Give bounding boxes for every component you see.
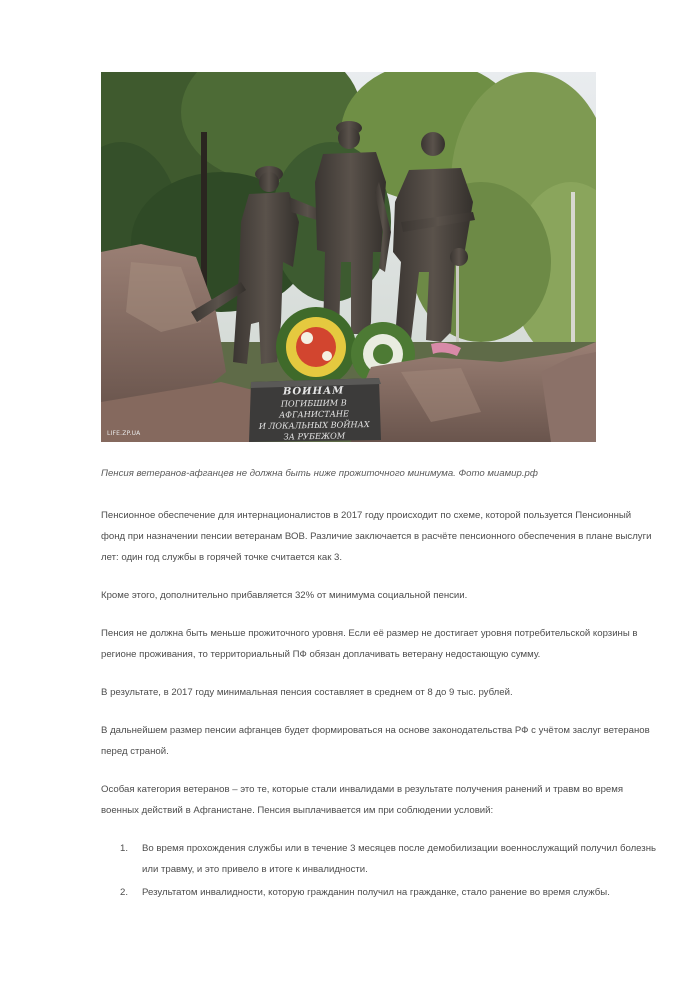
- list-item: [101, 838, 656, 880]
- photo-caption: Пенсия ветеранов-афганцев не должна быть ниже прожиточного минимума. Фото миамир.рф: [101, 468, 538, 479]
- plaque-inscription: [251, 384, 378, 442]
- list-item-text: Результатом инвалидности, которую гражданин получил на гражданке, стало ранение во время службы.: [142, 887, 610, 898]
- paragraph: В результате, в 2017 году минимальная пенсия составляет в среднем от 8 до 9 тыс. рублей.: [101, 687, 513, 698]
- plaque-line-1: ВОИНАМ: [282, 385, 345, 398]
- plaque-line-2: ПОГИБШИМ В АФГАНИСТАНЕ: [278, 397, 350, 420]
- paragraph: Особая категория ветеранов – это те, которые стали инвалидами в результате получения ранений и травм во время военных действий в Афганистане. Пенсия выплачивается им при соблюдении условий:: [101, 784, 624, 816]
- monument-photo: [101, 72, 596, 442]
- plaque-line-3: И ЛОКАЛЬНЫХ ВОЙНАХ: [258, 419, 370, 431]
- paragraph: Кроме этого, дополнительно прибавляется 32% от минимума социальной пенсии.: [101, 590, 468, 601]
- paragraph: Пенсионное обеспечение для интернационалистов в 2017 году происходит по схеме, которой пользуется Пенсионный фонд при назначении пенсии ветеранам ВОВ. Различие заключается в расчёте пенсионного обеспечения в плане выслуги лет: один год службы в горячей точке считается как 3.: [101, 510, 652, 563]
- list-item-number: 1.: [120, 843, 129, 854]
- paragraph: В дальнейшем размер пенсии афганцев будет формироваться на основе законодательства РФ с учётом заслуг ветеранов перед страной.: [101, 725, 650, 757]
- plaque-line-4: ЗА РУБЕЖОМ: [283, 430, 346, 442]
- list-item-text: Во время прохождения службы или в течение 3 месяцев после демобилизации военнослужащий получил болезнь или травму, и это привело в итоге к инвалидности.: [142, 843, 657, 875]
- list-item: [101, 882, 656, 903]
- conditions-list: [101, 838, 656, 903]
- paragraph: Пенсия не должна быть меньше прожиточного уровня. Если её размер не достигает уровня потребительской корзины в регионе проживания, то территориальный ПФ обязан доплачивать ветерану недостающую сумму.: [101, 628, 638, 660]
- list-item-number: 2.: [120, 887, 129, 898]
- photo-watermark: LIFE.ZP.UA: [107, 430, 141, 437]
- article-body: [101, 505, 656, 905]
